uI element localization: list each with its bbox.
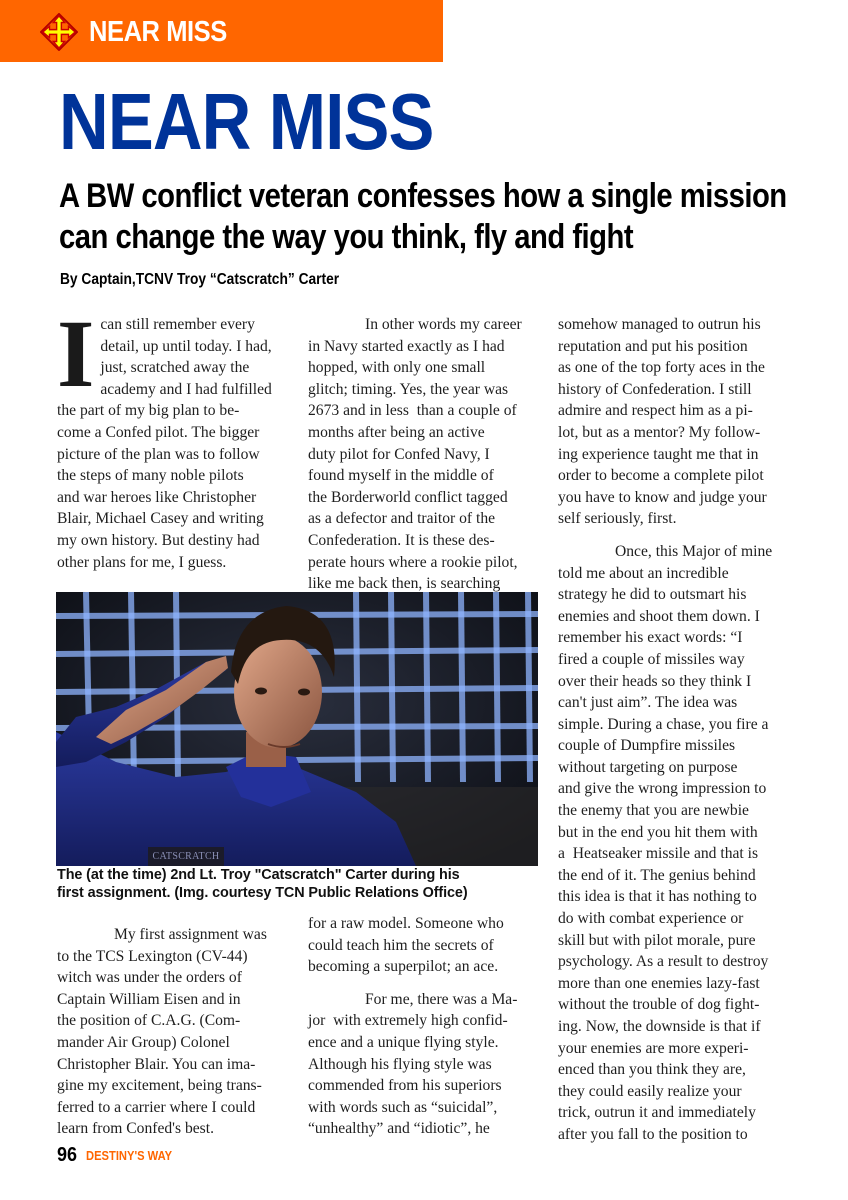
column-2-top xyxy=(308,314,548,595)
article-subtitle xyxy=(59,176,799,258)
column-2-bottom xyxy=(308,913,548,1140)
byline: By Captain,TCNV Troy “Catscratch” Carter xyxy=(60,271,340,288)
text-line: ence and a unique flying style. xyxy=(308,1033,499,1051)
text-line: months after being an active xyxy=(308,423,485,441)
text-line: the position of C.A.G. (Com- xyxy=(57,1012,241,1030)
text-line: like me back then, is searching xyxy=(308,575,501,593)
text-line: the enemy that you are newbie xyxy=(558,802,749,820)
text-line: skill but with pilot morale, pure xyxy=(558,931,756,949)
text-line: just, scratched away the xyxy=(100,359,250,377)
text-line: the end of it. The genius behind xyxy=(558,866,756,884)
text-line: picture of the plan was to follow xyxy=(57,445,260,463)
text-line: In other words my career xyxy=(365,316,522,333)
text-line: without targeting on purpose xyxy=(558,758,738,776)
text-line: gine my excitement, being trans- xyxy=(57,1077,262,1095)
four-way-arrow-icon xyxy=(40,13,78,51)
text-line: mander Air Group) Colonel xyxy=(57,1033,230,1051)
text-line: my own history. But destiny had xyxy=(57,531,260,549)
text-line: but in the end you hit them with xyxy=(558,823,758,841)
page-number: 96 xyxy=(57,1144,78,1166)
text-line: ing experience taught me that in xyxy=(558,445,759,463)
caption-line: The (at the time) 2nd Lt. Troy "Catscratch" Carter during his xyxy=(57,867,460,883)
text-line: learn from Confed's best. xyxy=(57,1120,214,1138)
text-line: For me, there was a Ma- xyxy=(365,990,518,1008)
text-line: this idea is that it has nothing to xyxy=(558,888,757,906)
text-line: Once, this Major of mine xyxy=(615,542,773,560)
column-3 xyxy=(558,314,798,1146)
text-line: told me about an incredible xyxy=(558,564,729,582)
text-line: detail, up until today. I had, xyxy=(100,337,272,355)
text-line: in Navy started exactly as I had xyxy=(308,337,505,355)
text-line: reputation and put his position xyxy=(558,337,748,355)
text-line: Although his flying style was xyxy=(308,1055,492,1073)
text-line: jor with extremely high confid- xyxy=(308,1012,508,1030)
text-line: and war heroes like Christopher xyxy=(57,488,257,506)
text-line: lot, but as a mentor? My follow- xyxy=(558,423,761,441)
subtitle-line: A BW conflict veteran confesses how a single mission xyxy=(59,177,787,215)
text-line: order to become a complete pilot xyxy=(558,467,764,485)
paragraph xyxy=(308,989,548,1140)
section-title: NEAR MISS xyxy=(89,16,227,48)
text-line: with words such as “suicidal”, xyxy=(308,1098,498,1116)
text-line: somehow managed to outrun his xyxy=(558,316,761,333)
text-line: enemies and shoot them down. I xyxy=(558,607,760,625)
text-line: academy and I had fulfilled xyxy=(100,380,272,398)
text-line: Christopher Blair. You can ima- xyxy=(57,1055,256,1073)
drop-cap: I xyxy=(57,300,95,407)
text-line: can't just aim”. The idea was xyxy=(558,694,738,712)
text-line: your enemies are more experi- xyxy=(558,1039,749,1057)
subtitle-line: can change the way you think, fly and fight xyxy=(59,218,634,256)
name-tag: CATSCRATCH xyxy=(148,847,224,866)
photo-caption xyxy=(57,866,547,902)
text-line: they could easily realize your xyxy=(558,1082,742,1100)
text-line: a Heatseaker missile and that is xyxy=(558,845,759,863)
text-line: without the trouble of dog fight- xyxy=(558,996,760,1014)
text-line: Captain William Eisen and in xyxy=(57,990,241,1008)
article-title: NEAR MISS xyxy=(59,77,434,166)
text-line: enced than you think they are, xyxy=(558,1061,746,1079)
text-line: the Borderworld conflict tagged xyxy=(308,488,508,506)
text-line: ferred to a carrier where I could xyxy=(57,1098,256,1116)
text-line: found myself in the middle of xyxy=(308,467,494,485)
text-line: duty pilot for Confed Navy, I xyxy=(308,445,490,463)
article-photo xyxy=(56,592,538,866)
magazine-name: DESTINY'S WAY xyxy=(86,1148,173,1163)
text-line: Blair, Michael Casey and writing xyxy=(57,510,264,528)
text-line: the steps of many noble pilots xyxy=(57,467,244,485)
text-line: fired a couple of missiles way xyxy=(558,650,745,668)
text-line: you have to know and judge your xyxy=(558,488,767,506)
text-line: as a defector and traitor of the xyxy=(308,510,496,528)
text-line: “unhealthy” and “idiotic”, he xyxy=(308,1120,490,1138)
text-line: more than one enemies lazy-fast xyxy=(558,974,760,992)
text-line: as one of the top forty aces in the xyxy=(558,359,765,377)
text-line: trick, outrun it and immediately xyxy=(558,1104,756,1122)
text-line: glitch; timing. Yes, the year was xyxy=(308,380,509,398)
text-line: commended from his superiors xyxy=(308,1077,502,1095)
text-line: could teach him the secrets of xyxy=(308,936,494,954)
text-line: history of Confederation. I still xyxy=(558,380,752,398)
text-line: My first assignment was xyxy=(114,926,267,943)
caption-line: first assignment. (Img. courtesy TCN Public Relations Office) xyxy=(57,885,468,901)
section-banner xyxy=(0,0,443,62)
text-line: self seriously, first. xyxy=(558,510,677,528)
salute-photo-illustration xyxy=(56,592,538,866)
paragraph xyxy=(558,541,798,1146)
text-line: hopped, with only one small xyxy=(308,359,486,377)
text-line: after you fall to the position to xyxy=(558,1125,748,1143)
column-1-bottom xyxy=(57,924,297,1140)
paragraph xyxy=(57,924,297,1140)
text-line: ing. Now, the downside is that if xyxy=(558,1018,761,1035)
text-line: and give the wrong impression to xyxy=(558,780,767,798)
text-line: do with combat experience or xyxy=(558,910,744,928)
text-line: witch was under the orders of xyxy=(57,969,242,987)
text-line: strategy he did to outsmart his xyxy=(558,586,747,604)
paragraph xyxy=(308,913,548,978)
text-line: over their heads so they think I xyxy=(558,672,752,690)
text-line: can still remember every xyxy=(100,316,255,333)
text-line: Confederation. It is these des- xyxy=(308,531,495,549)
paragraph xyxy=(308,314,548,595)
text-line: perate hours where a rookie pilot, xyxy=(308,553,518,571)
text-line: remember his exact words: “I xyxy=(558,629,743,647)
text-line: for a raw model. Someone who xyxy=(308,915,504,932)
text-line: admire and respect him as a pi- xyxy=(558,402,753,420)
text-line: the part of my big plan to be- xyxy=(57,402,240,420)
text-line: other plans for me, I guess. xyxy=(57,553,227,571)
paragraph xyxy=(558,314,798,530)
text-line: come a Confed pilot. The bigger xyxy=(57,423,260,441)
text-line: simple. During a chase, you fire a xyxy=(558,715,769,733)
text-line: psychology. As a result to destroy xyxy=(558,953,769,971)
text-line: to the TCS Lexington (CV-44) xyxy=(57,947,248,965)
text-line: couple of Dumpfire missiles xyxy=(558,737,736,755)
column-1-top xyxy=(57,300,292,573)
text-line: 2673 and in less than a couple of xyxy=(308,402,517,420)
text-line: becoming a superpilot; an ace. xyxy=(308,958,499,976)
